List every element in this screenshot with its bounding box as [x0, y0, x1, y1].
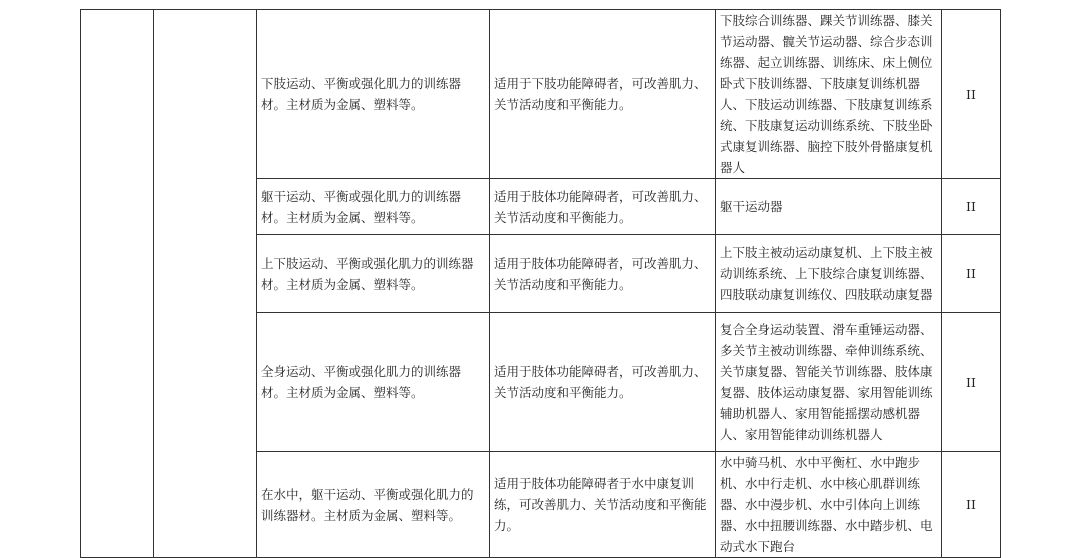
class-cell: II [942, 179, 1001, 235]
category-cell [81, 10, 154, 558]
description-cell: 躯干运动、平衡或强化肌力的训练器材。主材质为金属、塑料等。 [257, 179, 490, 235]
class-cell: II [942, 313, 1001, 452]
examples-cell: 上下肢主被动运动康复机、上下肢主被动训练系统、上下肢综合康复训练器、四肢联动康复训练仪、四肢联动康复器 [716, 235, 942, 313]
examples-cell: 躯干运动器 [716, 179, 942, 235]
examples-cell: 下肢综合训练器、踝关节训练器、膝关节运动器、髋关节运动器、综合步态训练器、起立训练器、训练床、床上侧位卧式下肢训练器、下肢康复训练机器人、下肢运动训练器、下肢康复训练系统、下肢康复运动训练系统、下肢坐卧式康复训练器、脑控下肢外骨骼康复机器人 [716, 10, 942, 179]
description-cell: 全身运动、平衡或强化肌力的训练器材。主材质为金属、塑料等。 [257, 313, 490, 452]
intended-use-cell: 适用于肢体功能障碍者，可改善肌力、关节活动度和平衡能力。 [490, 179, 716, 235]
class-cell: II [942, 10, 1001, 179]
description-cell: 上下肢运动、平衡或强化肌力的训练器材。主材质为金属、塑料等。 [257, 235, 490, 313]
class-cell: II [942, 235, 1001, 313]
intended-use-cell: 适用于下肢功能障碍者，可改善肌力、关节活动度和平衡能力。 [490, 10, 716, 179]
table-row [81, 10, 1001, 179]
description-cell: 下肢运动、平衡或强化肌力的训练器材。主材质为金属、塑料等。 [257, 10, 490, 179]
examples-cell: 水中骑马机、水中平衡杠、水中跑步机、水中行走机、水中核心肌群训练器、水中漫步机、水中引体向上训练器、水中扭腰训练器、水中踏步机、电动式水下跑台 [716, 452, 942, 558]
examples-cell: 复合全身运动装置、滑车重锤运动器、多关节主被动训练器、牵伸训练系统、关节康复器、智能关节训练器、肢体康复器、肢体运动康复器、家用智能训练辅助机器人、家用智能摇摆动感机器人、家用智能律动训练机器人 [716, 313, 942, 452]
intended-use-cell: 适用于肢体功能障碍者于水中康复训练，可改善肌力、关节活动度和平衡能力。 [490, 452, 716, 558]
intended-use-cell: 适用于肢体功能障碍者，可改善肌力、关节活动度和平衡能力。 [490, 313, 716, 452]
subcategory-cell [154, 10, 257, 558]
class-cell: II [942, 452, 1001, 558]
device-catalog-table [80, 9, 1001, 558]
description-cell: 在水中，躯干运动、平衡或强化肌力的训练器材。主材质为金属、塑料等。 [257, 452, 490, 558]
intended-use-cell: 适用于肢体功能障碍者，可改善肌力、关节活动度和平衡能力。 [490, 235, 716, 313]
